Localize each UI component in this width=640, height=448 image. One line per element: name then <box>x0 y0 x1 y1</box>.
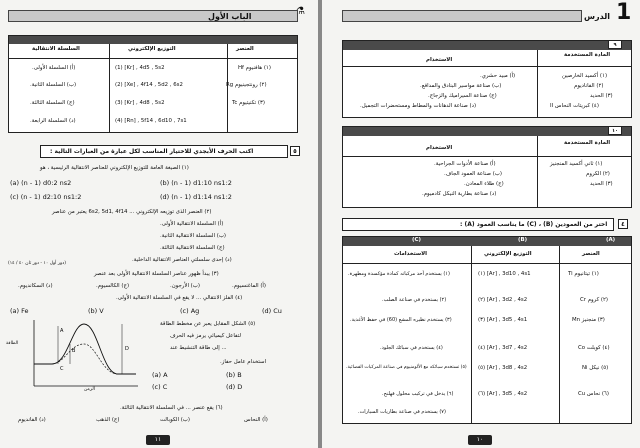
q4-r5-c: (٥) تستخدم سبائكه مع الألومنيوم في صناعة المركبات الفضائية. <box>346 365 467 370</box>
q5-i5c: (c) C <box>152 383 168 391</box>
q4-header-uses: الاستخدامات <box>394 251 427 257</box>
lesson-number: 1 <box>616 0 632 25</box>
t9-r4-a: (٤) كبريتات النحاس II <box>550 103 599 109</box>
q5-i3c: (ج) الكالسيوم. <box>96 283 130 289</box>
q5-i1: (١) الصيغة العامة للتوزيع الإلكتروني للعناصر الانتقالية الرئيسية ، هو <box>40 165 189 171</box>
t9-r2-a: (٢) الفاناديوم <box>574 83 604 89</box>
q5-i3d: (د) السكانديوم. <box>18 283 53 289</box>
q4-r6-a: (٦) نحاس Cu <box>578 391 609 397</box>
q4-r4-c: (٤) يستخدم في سبائك الجلود. <box>380 345 443 351</box>
q5-i5-line4: استخدام عامل حفاز. <box>220 359 267 365</box>
q5-i4a: (a) Fe <box>10 307 29 315</box>
t1-r1-c: (أ) السلسلة الأولى. <box>32 65 76 71</box>
t9-header-use: الاستخدام <box>426 57 453 63</box>
q5-i5b: (b) B <box>226 371 242 379</box>
q5-i3: (٣) يبدأ ظهور عناصر السلسلة الانتقالية الأولى بعد عنصر <box>94 271 219 277</box>
t10-header-use: الاستخدام <box>426 145 453 151</box>
graph-label-b: B <box>72 348 76 354</box>
t9-r1-b: (أ) مبيد حشري. <box>480 73 516 79</box>
t9-number: ٩ <box>608 40 622 49</box>
lesson-title: الدرس <box>584 12 611 21</box>
q5-i5-line2: لتفاعل كيميائي يرمز فيه الحرف <box>170 333 241 339</box>
q5-i5-line3: ... إلى طاقة التنشيط عند <box>170 345 227 351</box>
q5-i2-note: (دور أول ١٠ - دور ثان ٤٠ / ١٤) <box>8 261 66 266</box>
energy-diagram <box>22 316 142 396</box>
t10-r1-b: (أ) صناعة الأدوات الجراحية. <box>434 161 496 167</box>
t1-r3-c: (ج) السلسلة الثالثة. <box>30 100 75 106</box>
right-header-bar <box>342 10 582 22</box>
t10-header-material: المادة المستخدمة <box>564 140 611 146</box>
t1-header-element: العنصر <box>236 46 254 52</box>
t1-r3-a: (٣) تكنيتيوم Tc <box>232 100 265 106</box>
q5-i6: (٦) يقع عنصر ... في السلسلة الانتقالية الثالثة. <box>120 405 223 411</box>
q4-header-element: العنصر <box>582 251 600 257</box>
t1-r4-c: (د) السلسلة الرابعة. <box>30 118 76 124</box>
q4-r4-a: (٤) كوبلت Co <box>578 345 610 351</box>
q5-i5a: (a) A <box>152 371 168 379</box>
t1-r2-c: (ب) السلسلة الثانية. <box>30 82 77 88</box>
left-page <box>0 0 318 448</box>
q5-number: ٥ <box>290 146 300 156</box>
t9-r4-b: (د) صناعة الدهانات والمطاط ومستحضرات التجميل. <box>360 103 477 109</box>
t1-r1-a: (١) هافنيوم Hf <box>238 65 271 71</box>
t10-r3-b: (ج) طلاء المعادن. <box>464 181 504 187</box>
q4-col-a: (A) <box>606 237 616 243</box>
q5-i5: (٥) الشكل المقابل يعبر عن مخطط الطاقة <box>160 321 256 327</box>
q5-i6b: (ب) الكوبالت <box>160 417 190 423</box>
q5-i2b: (ب) السلسلة الانتقالية الثانية. <box>160 233 227 239</box>
right-page-number: ١٠ <box>468 435 492 445</box>
q5-i1a: (a) (n - 1) d0:2 ns2 <box>10 179 72 187</box>
q5-i2d: (د) إحدى سلسلتي العناصر الانتقالية الداخلية. <box>132 257 232 263</box>
q5-i4d: (d) Cu <box>262 307 282 315</box>
t10-r1-a: (١) ثاني أكسيد المنجنيز <box>550 161 603 167</box>
t1-header-series: السلسلة الانتقالية <box>32 46 80 52</box>
q5-i4: (٤) الفلز الانتقالي ... لا يقع في السلسلة الانتقالية الأولى. <box>116 295 243 301</box>
q5-i6c: (ج) الذهب <box>96 417 120 423</box>
q4-r2-a: (٢) كروم Cr <box>580 297 609 303</box>
q4-r5-a: (٥) نيكل Ni <box>582 365 609 371</box>
q4-r2-b: (٢) [Ar] , 3d2 , 4s2 <box>478 297 528 303</box>
q5-i6a: (أ) النحاس <box>244 417 268 423</box>
graph-y-label: الطاقة <box>6 341 19 346</box>
q4-r1-a: (١) تيتانيوم Ti <box>568 271 599 277</box>
q5-i1d: (d) (n - 1) d1:14 ns1:2 <box>160 193 232 201</box>
q5-title: اكتب الحرف الأبجدي للاختيار المناسب لكل عبارة من العبارات التالية : <box>50 148 254 155</box>
t9-header-material: المادة المستخدمة <box>564 52 611 58</box>
t1-r1-b: (1) [Kr] , 4d5 , 5s2 <box>115 65 165 71</box>
q4-r5-b: (٥) [Ar] , 3d8 , 4s2 <box>478 365 528 371</box>
q5-i3b: (ب) الأرجون. <box>170 283 200 289</box>
t1-r4-b: (4) [Rn] , 5f14 , 6d10 , 7s1 <box>115 118 187 124</box>
q4-r1-c: (١) يستخدم أحد مركباته كمادة مؤكسدة ومطهرة. <box>348 271 450 277</box>
t9-r3-a: (٣) الحديد <box>590 93 613 99</box>
flask-icon: ⚗ <box>296 6 305 17</box>
graph-label-a: A <box>60 328 64 334</box>
t10-r4-b: (د) صناعة بطارية النيكل كادميوم. <box>422 191 497 197</box>
t1-header-config: التوزيع الإلكتروني <box>128 46 176 52</box>
t1-r3-b: (3) [Kr] , 4d8 , 5s2 <box>115 100 165 106</box>
q5-i3a: (أ) الماغنسيوم. <box>232 283 267 289</box>
q4-r6-b: (٦) [Ar] , 3d5 , 4s2 <box>478 391 528 397</box>
left-header-bar <box>8 10 298 22</box>
q5-i6d: (د) الفانديوم <box>18 417 46 423</box>
q5-i4b: (b) V <box>88 307 104 315</box>
t9-r1-a: (١) أكسيد الخارصين <box>562 73 608 79</box>
q5-i2a: (أ) السلسلة الانتقالية الأولى. <box>160 221 224 227</box>
q5-i2: (٢) العنصر الذى توزيعه الإلكتروني ... 6s2, 5d1, 4f14 يعتبر من عناصر <box>52 209 212 215</box>
q5-i5d: (d) D <box>226 383 243 391</box>
q4-r2-c: (٢) يستخدم في صناعة الصلب. <box>382 297 447 303</box>
q5-i4c: (c) Ag <box>180 307 200 315</box>
graph-label-d: D <box>125 346 129 352</box>
t9-r3-b: (ج) صناعة السيراميك والزجاج. <box>428 93 497 99</box>
q4-col-b: (B) <box>518 237 528 243</box>
chapter-title: الباب الأول <box>208 12 252 21</box>
t1-r2-b: (2) [Xe] , 4f14 , 5d2 , 6s2 <box>115 82 183 88</box>
q4-header-config: التوزيع الإلكتروني <box>484 251 532 257</box>
t10-r2-a: (٢) الكروم <box>586 171 610 177</box>
graph-label-c: C <box>60 366 64 372</box>
t10-r3-a: (٣) الحديد <box>590 181 613 187</box>
q4-col-c: (C) <box>412 237 421 243</box>
q5-i1b: (b) (n - 1) d1:10 ns1:2 <box>160 179 232 187</box>
t9-r2-b: (ب) صناعة مواسير البنادق والمدافع. <box>420 83 502 89</box>
graph-x-label: الزمن <box>84 387 95 392</box>
t10-r2-b: (ب) صناعة العمود الجاف. <box>444 171 502 177</box>
q4-r7-c: (٧) يستخدم في صناعة بطاريات السيارات. <box>358 409 446 415</box>
q4-number: ٤ <box>618 219 628 229</box>
q5-i2c: (ج) السلسلة الانتقالية الثالثة. <box>160 245 225 251</box>
q4-r3-c: (٣) يستخدم نظيره المشع (60) في حفظ الأغذية. <box>350 317 452 323</box>
q4-r1-b: (١) [Ar] , 3d10 , 4s1 <box>478 271 531 277</box>
q4-r4-b: (٤) [Ar] , 3d7 , 4s2 <box>478 345 528 351</box>
t10-number: ١٠ <box>608 126 622 135</box>
q4-title: اختر من العمودين (B) ، (C) ما يناسب العمود (A) : <box>460 221 608 228</box>
right-page <box>322 0 640 448</box>
t1-r2-a: (٢) رونتجينيوم Rg <box>226 82 267 88</box>
left-page-number: ١١ <box>146 435 170 445</box>
q4-r6-c: (٦) يدخل في تركيب محلول فهلنج. <box>382 391 454 397</box>
q5-i1c: (c) (n - 1) d2:10 ns1:2 <box>10 193 82 201</box>
q4-r3-b: (٣) [Ar] , 3d5 , 4s1 <box>478 317 528 323</box>
q4-r3-a: (٣) منجنيز Mn <box>572 317 605 323</box>
